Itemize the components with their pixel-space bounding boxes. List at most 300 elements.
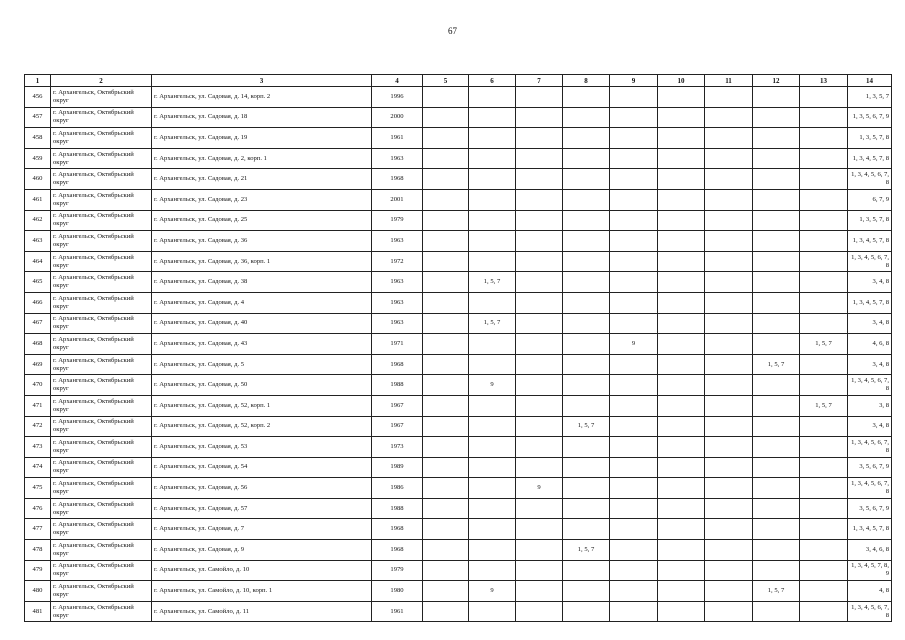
year-cell: 1961	[372, 601, 423, 622]
col8-cell	[563, 395, 610, 416]
address-cell: г. Архангельск, ул. Садовая, д. 7	[152, 519, 372, 540]
col14-cell: 6, 7, 9	[848, 189, 892, 210]
locality-cell: г. Архангельск, Октябрьский округ	[51, 395, 152, 416]
col8-cell	[563, 313, 610, 334]
col13-cell	[800, 292, 848, 313]
page-number: 67	[448, 26, 457, 36]
col6-cell	[469, 189, 516, 210]
col5-cell	[423, 395, 469, 416]
col8-cell	[563, 148, 610, 169]
col8-cell	[563, 354, 610, 375]
col9-cell	[610, 169, 658, 190]
year-cell: 1986	[372, 478, 423, 499]
locality-cell: г. Архангельск, Октябрьский округ	[51, 354, 152, 375]
col11-cell	[705, 148, 753, 169]
row-number-cell: 478	[25, 540, 51, 561]
col6-cell	[469, 210, 516, 231]
col5-cell	[423, 560, 469, 581]
col12-cell	[753, 457, 800, 478]
col13-cell	[800, 437, 848, 458]
col9-cell: 9	[610, 334, 658, 355]
col8-cell: 1, 5, 7	[563, 416, 610, 437]
col9-cell	[610, 251, 658, 272]
col5-cell	[423, 519, 469, 540]
col5-cell	[423, 189, 469, 210]
col12-cell	[753, 437, 800, 458]
col6-cell	[469, 519, 516, 540]
col10-cell	[658, 148, 705, 169]
col7-cell: 9	[516, 478, 563, 499]
col7-cell	[516, 498, 563, 519]
table-row	[25, 375, 892, 396]
col9-cell	[610, 210, 658, 231]
col11-cell	[705, 189, 753, 210]
year-cell: 1980	[372, 581, 423, 602]
col5-cell	[423, 416, 469, 437]
col5-cell	[423, 87, 469, 108]
col5-cell	[423, 107, 469, 128]
col6-cell	[469, 231, 516, 252]
column-header-9: 9	[610, 75, 658, 87]
col13-cell	[800, 560, 848, 581]
col5-cell	[423, 375, 469, 396]
row-number-cell: 457	[25, 107, 51, 128]
address-cell: г. Архангельск, ул. Самойло, д. 11	[152, 601, 372, 622]
col7-cell	[516, 107, 563, 128]
year-cell: 1971	[372, 334, 423, 355]
row-number-cell: 458	[25, 128, 51, 149]
year-cell: 1963	[372, 231, 423, 252]
row-number-cell: 479	[25, 560, 51, 581]
locality-cell: г. Архангельск, Октябрьский округ	[51, 375, 152, 396]
col6-cell	[469, 601, 516, 622]
col14-cell: 3, 4, 8	[848, 354, 892, 375]
col11-cell	[705, 395, 753, 416]
col12-cell	[753, 128, 800, 149]
col14-cell: 4, 6, 8	[848, 334, 892, 355]
col6-cell	[469, 107, 516, 128]
row-number-cell: 480	[25, 581, 51, 602]
col12-cell	[753, 87, 800, 108]
col8-cell	[563, 581, 610, 602]
col7-cell	[516, 560, 563, 581]
address-cell: г. Архангельск, ул. Садовая, д. 25	[152, 210, 372, 231]
table-row	[25, 128, 892, 149]
col5-cell	[423, 148, 469, 169]
col11-cell	[705, 169, 753, 190]
table-row	[25, 292, 892, 313]
col6-cell	[469, 416, 516, 437]
address-cell: г. Архангельск, ул. Самойло, д. 10, корп. 1	[152, 581, 372, 602]
row-number-cell: 456	[25, 87, 51, 108]
col7-cell	[516, 457, 563, 478]
locality-cell: г. Архангельск, Октябрьский округ	[51, 560, 152, 581]
col9-cell	[610, 128, 658, 149]
col10-cell	[658, 313, 705, 334]
col5-cell	[423, 210, 469, 231]
address-cell: г. Архангельск, ул. Садовая, д. 2, корп. 1	[152, 148, 372, 169]
year-cell: 1968	[372, 519, 423, 540]
row-number-cell: 476	[25, 498, 51, 519]
col8-cell	[563, 128, 610, 149]
col14-cell: 1, 3, 4, 5, 7, 8	[848, 519, 892, 540]
year-cell: 2000	[372, 107, 423, 128]
col10-cell	[658, 437, 705, 458]
year-cell: 1963	[372, 272, 423, 293]
row-number-cell: 477	[25, 519, 51, 540]
col12-cell: 1, 5, 7	[753, 581, 800, 602]
col11-cell	[705, 478, 753, 499]
col5-cell	[423, 231, 469, 252]
col12-cell	[753, 478, 800, 499]
col13-cell	[800, 457, 848, 478]
col10-cell	[658, 251, 705, 272]
col9-cell	[610, 498, 658, 519]
address-cell: г. Архангельск, ул. Самойло, д. 10	[152, 560, 372, 581]
col9-cell	[610, 375, 658, 396]
table-row	[25, 169, 892, 190]
col11-cell	[705, 272, 753, 293]
table-row	[25, 334, 892, 355]
row-number-cell: 467	[25, 313, 51, 334]
address-cell: г. Архангельск, ул. Садовая, д. 38	[152, 272, 372, 293]
col8-cell	[563, 251, 610, 272]
col14-cell: 1, 3, 4, 5, 6, 7, 8	[848, 375, 892, 396]
col11-cell	[705, 251, 753, 272]
table-row	[25, 354, 892, 375]
col14-cell: 1, 3, 5, 6, 7, 9	[848, 107, 892, 128]
col7-cell	[516, 354, 563, 375]
col13-cell	[800, 540, 848, 561]
col5-cell	[423, 498, 469, 519]
row-number-cell: 459	[25, 148, 51, 169]
address-cell: г. Архангельск, ул. Садовая, д. 23	[152, 189, 372, 210]
table-row	[25, 251, 892, 272]
col11-cell	[705, 540, 753, 561]
row-number-cell: 466	[25, 292, 51, 313]
col14-cell: 3, 4, 8	[848, 272, 892, 293]
col13-cell	[800, 210, 848, 231]
col10-cell	[658, 478, 705, 499]
col7-cell	[516, 292, 563, 313]
table-row	[25, 107, 892, 128]
col6-cell	[469, 251, 516, 272]
col12-cell	[753, 416, 800, 437]
col5-cell	[423, 292, 469, 313]
col6-cell	[469, 128, 516, 149]
col5-cell	[423, 313, 469, 334]
col10-cell	[658, 519, 705, 540]
col7-cell	[516, 128, 563, 149]
locality-cell: г. Архангельск, Октябрьский округ	[51, 128, 152, 149]
address-cell: г. Архангельск, ул. Садовая, д. 5	[152, 354, 372, 375]
year-cell: 1967	[372, 395, 423, 416]
col7-cell	[516, 231, 563, 252]
col13-cell	[800, 231, 848, 252]
col9-cell	[610, 231, 658, 252]
col7-cell	[516, 540, 563, 561]
col11-cell	[705, 437, 753, 458]
locality-cell: г. Архангельск, Октябрьский округ	[51, 601, 152, 622]
column-header-2: 2	[51, 75, 152, 87]
col5-cell	[423, 169, 469, 190]
col12-cell	[753, 231, 800, 252]
table-row	[25, 581, 892, 602]
locality-cell: г. Архангельск, Октябрьский округ	[51, 519, 152, 540]
col8-cell	[563, 189, 610, 210]
col14-cell: 1, 3, 4, 5, 7, 8	[848, 231, 892, 252]
column-header-1: 1	[25, 75, 51, 87]
col8-cell	[563, 272, 610, 293]
col9-cell	[610, 107, 658, 128]
col8-cell	[563, 437, 610, 458]
col10-cell	[658, 375, 705, 396]
table-row	[25, 231, 892, 252]
col14-cell: 1, 3, 4, 5, 6, 7, 8	[848, 478, 892, 499]
address-cell: г. Архангельск, ул. Садовая, д. 52, корп. 2	[152, 416, 372, 437]
col12-cell	[753, 395, 800, 416]
col7-cell	[516, 272, 563, 293]
col13-cell	[800, 148, 848, 169]
table-row	[25, 437, 892, 458]
col8-cell	[563, 375, 610, 396]
col10-cell	[658, 457, 705, 478]
col13-cell: 1, 5, 7	[800, 395, 848, 416]
col5-cell	[423, 334, 469, 355]
address-cell: г. Архангельск, ул. Садовая, д. 57	[152, 498, 372, 519]
col13-cell	[800, 189, 848, 210]
year-cell: 1979	[372, 560, 423, 581]
year-cell: 1996	[372, 87, 423, 108]
year-cell: 2001	[372, 189, 423, 210]
col7-cell	[516, 313, 563, 334]
column-header-14: 14	[848, 75, 892, 87]
locality-cell: г. Архангельск, Октябрьский округ	[51, 457, 152, 478]
col14-cell: 1, 3, 5, 7, 8	[848, 210, 892, 231]
col12-cell	[753, 498, 800, 519]
locality-cell: г. Архангельск, Октябрьский округ	[51, 498, 152, 519]
col12-cell	[753, 601, 800, 622]
table-row	[25, 478, 892, 499]
col14-cell: 1, 3, 4, 5, 6, 7, 8	[848, 169, 892, 190]
row-number-cell: 463	[25, 231, 51, 252]
col11-cell	[705, 375, 753, 396]
col8-cell	[563, 334, 610, 355]
address-cell: г. Архангельск, ул. Садовая, д. 36, корп. 1	[152, 251, 372, 272]
locality-cell: г. Архангельск, Октябрьский округ	[51, 189, 152, 210]
table-row	[25, 540, 892, 561]
year-cell: 1973	[372, 437, 423, 458]
locality-cell: г. Архангельск, Октябрьский округ	[51, 148, 152, 169]
table-row	[25, 210, 892, 231]
col12-cell	[753, 292, 800, 313]
col9-cell	[610, 148, 658, 169]
col11-cell	[705, 498, 753, 519]
col7-cell	[516, 169, 563, 190]
col6-cell	[469, 457, 516, 478]
locality-cell: г. Архангельск, Октябрьский округ	[51, 540, 152, 561]
col9-cell	[610, 189, 658, 210]
col9-cell	[610, 457, 658, 478]
row-number-cell: 462	[25, 210, 51, 231]
col6-cell	[469, 334, 516, 355]
row-number-cell: 465	[25, 272, 51, 293]
col8-cell	[563, 560, 610, 581]
locality-cell: г. Архангельск, Октябрьский округ	[51, 581, 152, 602]
address-cell: г. Архангельск, ул. Садовая, д. 50	[152, 375, 372, 396]
locality-cell: г. Архангельск, Октябрьский округ	[51, 272, 152, 293]
col14-cell: 1, 3, 4, 5, 6, 7, 8	[848, 251, 892, 272]
address-cell: г. Архангельск, ул. Садовая, д. 54	[152, 457, 372, 478]
address-cell: г. Архангельск, ул. Садовая, д. 19	[152, 128, 372, 149]
col6-cell	[469, 560, 516, 581]
col9-cell	[610, 313, 658, 334]
col13-cell	[800, 87, 848, 108]
col10-cell	[658, 87, 705, 108]
locality-cell: г. Архангельск, Октябрьский округ	[51, 169, 152, 190]
col10-cell	[658, 395, 705, 416]
column-header-8: 8	[563, 75, 610, 87]
col13-cell	[800, 581, 848, 602]
col8-cell	[563, 498, 610, 519]
table-row	[25, 416, 892, 437]
col11-cell	[705, 581, 753, 602]
column-header-5: 5	[423, 75, 469, 87]
locality-cell: г. Архангельск, Октябрьский округ	[51, 416, 152, 437]
col10-cell	[658, 334, 705, 355]
col7-cell	[516, 334, 563, 355]
col12-cell	[753, 189, 800, 210]
col5-cell	[423, 581, 469, 602]
locality-cell: г. Архангельск, Октябрьский округ	[51, 334, 152, 355]
col9-cell	[610, 354, 658, 375]
col9-cell	[610, 395, 658, 416]
locality-cell: г. Архангельск, Октябрьский округ	[51, 251, 152, 272]
col13-cell	[800, 128, 848, 149]
table-row	[25, 189, 892, 210]
col10-cell	[658, 581, 705, 602]
col6-cell	[469, 292, 516, 313]
table-row	[25, 87, 892, 108]
col13-cell	[800, 354, 848, 375]
col8-cell: 1, 5, 7	[563, 540, 610, 561]
col14-cell: 3, 8	[848, 395, 892, 416]
col13-cell	[800, 601, 848, 622]
col12-cell	[753, 560, 800, 581]
row-number-cell: 481	[25, 601, 51, 622]
col11-cell	[705, 416, 753, 437]
col10-cell	[658, 189, 705, 210]
year-cell: 1968	[372, 169, 423, 190]
col11-cell	[705, 334, 753, 355]
col6-cell: 9	[469, 581, 516, 602]
table-row	[25, 560, 892, 581]
row-number-cell: 461	[25, 189, 51, 210]
col13-cell	[800, 107, 848, 128]
col5-cell	[423, 128, 469, 149]
col7-cell	[516, 375, 563, 396]
col10-cell	[658, 560, 705, 581]
col7-cell	[516, 601, 563, 622]
col10-cell	[658, 416, 705, 437]
row-number-cell: 471	[25, 395, 51, 416]
col13-cell	[800, 169, 848, 190]
col6-cell: 9	[469, 375, 516, 396]
address-cell: г. Архангельск, ул. Садовая, д. 14, корп. 2	[152, 87, 372, 108]
col10-cell	[658, 128, 705, 149]
col8-cell	[563, 107, 610, 128]
col10-cell	[658, 272, 705, 293]
col14-cell: 3, 4, 8	[848, 416, 892, 437]
address-cell: г. Архангельск, ул. Садовая, д. 21	[152, 169, 372, 190]
col11-cell	[705, 457, 753, 478]
col13-cell	[800, 519, 848, 540]
col9-cell	[610, 581, 658, 602]
address-cell: г. Архангельск, ул. Садовая, д. 4	[152, 292, 372, 313]
year-cell: 1963	[372, 313, 423, 334]
col12-cell	[753, 107, 800, 128]
col9-cell	[610, 519, 658, 540]
column-header-6: 6	[469, 75, 516, 87]
col9-cell	[610, 416, 658, 437]
col14-cell: 4, 8	[848, 581, 892, 602]
col12-cell	[753, 519, 800, 540]
year-cell: 1988	[372, 498, 423, 519]
col10-cell	[658, 601, 705, 622]
col8-cell	[563, 519, 610, 540]
col13-cell: 1, 5, 7	[800, 334, 848, 355]
col6-cell	[469, 87, 516, 108]
col12-cell	[753, 375, 800, 396]
col14-cell: 3, 5, 6, 7, 9	[848, 498, 892, 519]
address-cell: г. Архангельск, ул. Садовая, д. 9	[152, 540, 372, 561]
col13-cell	[800, 313, 848, 334]
col6-cell	[469, 395, 516, 416]
col11-cell	[705, 107, 753, 128]
address-cell: г. Архангельск, ул. Садовая, д. 36	[152, 231, 372, 252]
col6-cell: 1, 5, 7	[469, 272, 516, 293]
col14-cell: 3, 4, 8	[848, 313, 892, 334]
col14-cell: 3, 5, 6, 7, 9	[848, 457, 892, 478]
col6-cell	[469, 169, 516, 190]
col10-cell	[658, 210, 705, 231]
col8-cell	[563, 169, 610, 190]
col12-cell	[753, 334, 800, 355]
col10-cell	[658, 498, 705, 519]
table-row	[25, 395, 892, 416]
row-number-cell: 468	[25, 334, 51, 355]
col7-cell	[516, 210, 563, 231]
locality-cell: г. Архангельск, Октябрьский округ	[51, 313, 152, 334]
col14-cell: 1, 3, 4, 5, 7, 8, 9	[848, 560, 892, 581]
col6-cell	[469, 354, 516, 375]
col10-cell	[658, 107, 705, 128]
col11-cell	[705, 560, 753, 581]
col8-cell	[563, 601, 610, 622]
address-cell: г. Архангельск, ул. Садовая, д. 52, корп. 1	[152, 395, 372, 416]
col8-cell	[563, 292, 610, 313]
col6-cell	[469, 148, 516, 169]
col9-cell	[610, 292, 658, 313]
table-row	[25, 457, 892, 478]
col6-cell	[469, 437, 516, 458]
column-header-4: 4	[372, 75, 423, 87]
col7-cell	[516, 87, 563, 108]
col7-cell	[516, 189, 563, 210]
col12-cell	[753, 169, 800, 190]
year-cell: 1979	[372, 210, 423, 231]
col13-cell	[800, 272, 848, 293]
